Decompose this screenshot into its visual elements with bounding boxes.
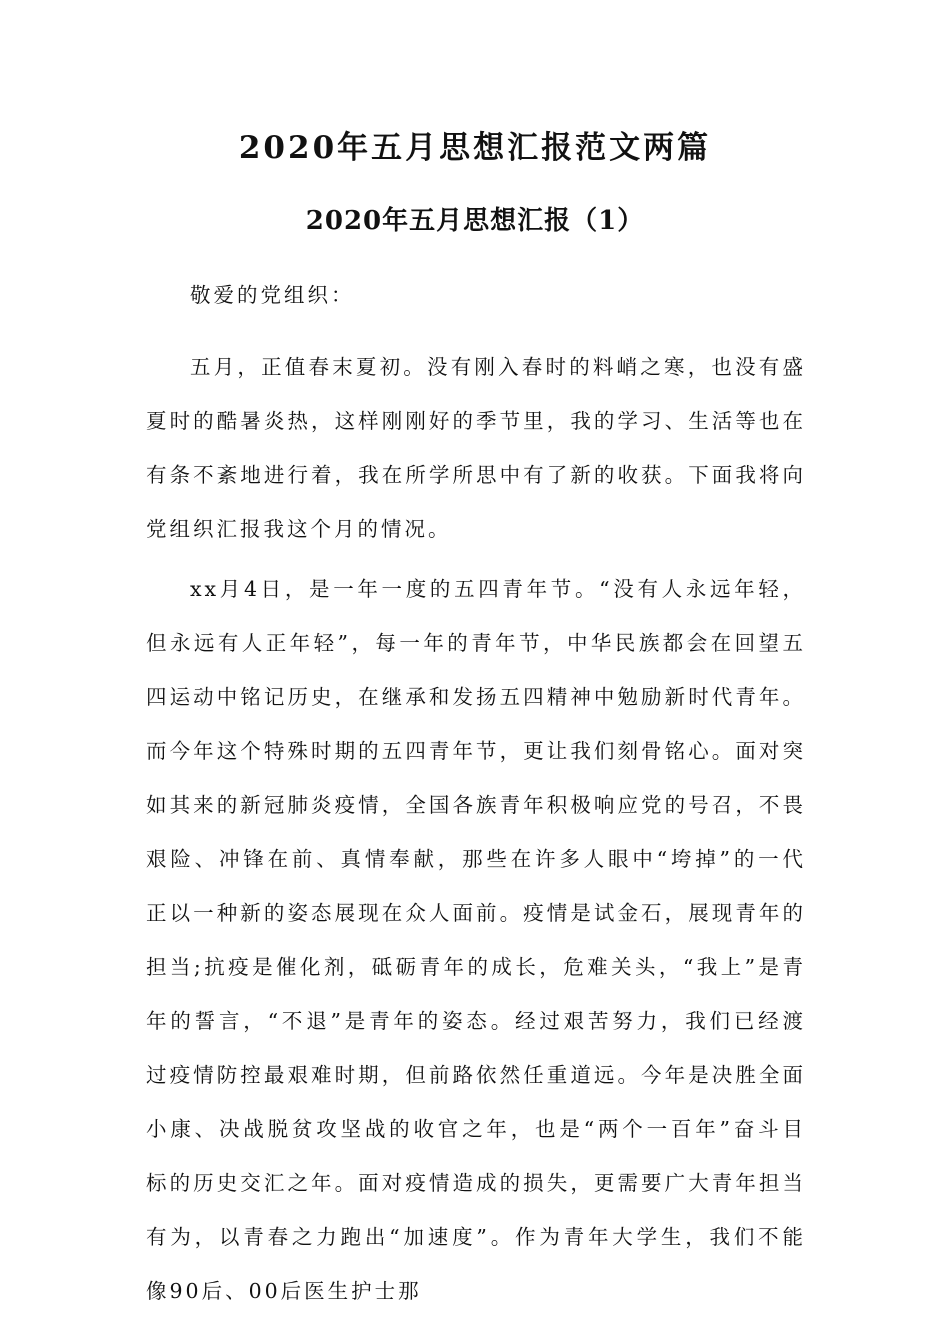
paragraph-1: 五月，正值春末夏初。没有刚入春时的料峭之寒，也没有盛夏时的酷暑炎热，这样刚刚好的季节里，我的学习、生活等也在有条不紊地进行着，我在所学所思中有了新的收获。下面我将向党组织汇报我这个月的情况。 [146,355,806,541]
document-title: 2020年五月思想汇报范文两篇 [238,130,712,166]
document-subtitle: 2020年五月思想汇报（1） [305,206,645,236]
salutation: 敬爱的党组织： [190,283,355,307]
paragraph-2: xx月4日，是一年一度的五四青年节。“没有人永远年轻，但永远有人正年轻”，每一年的青年节，中华民族都会在回望五四运动中铭记历史，在继承和发扬五四精神中勉励新时代青年。而今年这个特殊时期的五四青年节，更让我们刻骨铭心。面对突如其来的新冠肺炎疫情，全国各族青年积极响应党的号召，不畏艰险、冲锋在前、真情奉献，那些在许多人眼中“垮掉”的一代正以一种新的姿态展现在众人面前。疫情是试金石，展现青年的担当;抗疫是催化剂，砥砺青年的成长，危难关头，“我上”是青年的誓言，“不退”是青年的姿态。经过艰苦努力，我们已经渡过疫情防控最艰难时期，但前路依然任重道远。今年是决胜全面小康、决战脱贫攻坚战的收官之年，也是“两个一百年”奋斗目标的历史交汇之年。面对疫情造成的损失，更需要广大青年担当有为，以青春之力跑出“加速度”。作为青年大学生，我们不能像90后、00后医生护士那 [146,577,806,1303]
